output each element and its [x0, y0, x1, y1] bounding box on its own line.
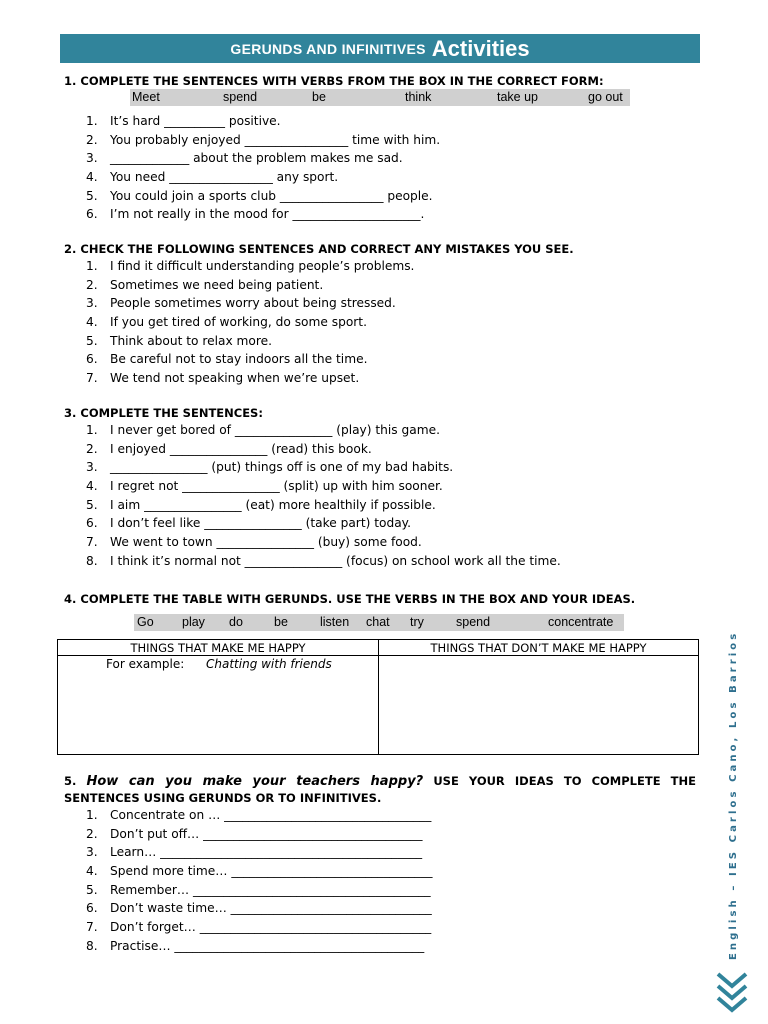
list-item: 3. _____________ about the problem makes me sad.	[86, 151, 403, 166]
word-box-item: take up	[497, 90, 539, 104]
list-item: 1. I never get bored of ________________ (play) this game.	[86, 423, 440, 437]
list-item: 5. I aim ________________ (eat) more healthily if possible.	[86, 497, 436, 512]
table-cell-happy[interactable]	[58, 656, 379, 755]
list-item: 3. ________________ (put) things off is one of my bad habits.	[86, 460, 454, 475]
list-item: 2. Don’t put off… ____________________________________	[86, 826, 423, 841]
section1-word-box	[130, 89, 630, 106]
word-box-item: do	[229, 615, 243, 629]
list-item: 4. If you get tired of working, do some sport.	[86, 315, 367, 330]
happy-things-table	[57, 639, 699, 755]
list-item: 7. We went to town ________________ (buy) some food.	[86, 535, 422, 550]
list-item: 4. You need _________________ any sport.	[86, 170, 339, 185]
chevron-down-icon	[714, 968, 750, 1018]
word-box-item: spend	[223, 90, 258, 104]
word-box-item: Meet	[132, 90, 160, 104]
example-value: Chatting with friends	[206, 657, 332, 671]
example-row	[58, 656, 378, 671]
list-item: 1. It’s hard __________ positive.	[86, 114, 281, 128]
list-item: 5. Remember… _______________________________________	[86, 882, 431, 897]
section5-heading	[64, 773, 696, 806]
list-item: 5. Think about to relax more.	[86, 333, 272, 348]
list-item: 6. Don’t waste time… _________________________________	[86, 901, 432, 916]
word-box-item: concentrate	[548, 615, 614, 629]
section1-list	[64, 112, 440, 224]
section5-number: 5.	[64, 774, 77, 788]
word-box-item: Go	[137, 615, 154, 629]
section4-word-box	[134, 614, 624, 631]
list-item: 7. We tend not speaking when we’re upset.	[86, 371, 360, 386]
list-item: 1. Concentrate on … __________________________________	[86, 808, 432, 822]
list-item: 5. You could join a sports club _________________ people.	[86, 188, 433, 203]
table-header-not-happy: THINGS THAT DON’T MAKE ME HAPPY	[379, 640, 699, 656]
list-item: 8. Practise… _________________________________________	[86, 938, 425, 953]
section3-heading: 3. COMPLETE THE SENTENCES:	[64, 406, 263, 420]
list-item: 2. I enjoyed ________________ (read) this book.	[86, 441, 372, 456]
word-box-item: listen	[320, 615, 350, 629]
table-header-happy: THINGS THAT MAKE ME HAPPY	[58, 640, 379, 656]
word-box-item: play	[182, 615, 205, 629]
section4-heading: 4. COMPLETE THE TABLE WITH GERUNDS. USE THE VERBS IN THE BOX AND YOUR IDEAS.	[64, 592, 636, 606]
list-item: 2. Sometimes we need being patient.	[86, 277, 324, 292]
list-item: 7. Don’t forget… ______________________________________	[86, 920, 432, 935]
section5-list	[64, 806, 432, 956]
list-item: 6. Be careful not to stay indoors all the time.	[86, 352, 368, 367]
title-small: GERUNDS AND INFINITIVES	[230, 40, 426, 57]
word-box-item: chat	[366, 615, 390, 629]
list-item: 2. You probably enjoyed _________________ time with him.	[86, 132, 441, 147]
word-box-item: be	[274, 615, 288, 629]
section5-question: How can you make your teachers happy?	[86, 774, 424, 789]
section2-heading: 2. CHECK THE FOLLOWING SENTENCES AND CORRECT ANY MISTAKES YOU SEE.	[64, 242, 574, 256]
list-item: 3. Learn… ___________________________________________	[86, 845, 423, 860]
word-box-item: go out	[588, 90, 623, 104]
list-item: 8. I think it’s normal not ________________ (focus) on school work all the time.	[86, 553, 561, 568]
section2-list	[64, 257, 414, 388]
word-box-item: think	[405, 90, 432, 104]
list-item: 6. I’m not really in the mood for _____________________.	[86, 207, 425, 222]
word-box-item: spend	[456, 615, 491, 629]
word-box-item: try	[410, 615, 424, 629]
list-item: 6. I don’t feel like ________________ (take part) today.	[86, 516, 412, 531]
section3-list	[64, 421, 561, 571]
example-label: For example:	[106, 657, 185, 671]
title-bar	[60, 34, 700, 63]
side-footer-text: English – IES Carlos Cano, Los Barrios	[728, 630, 739, 960]
section1-heading: 1. COMPLETE THE SENTENCES WITH VERBS FROM THE BOX IN THE CORRECT FORM:	[64, 74, 604, 88]
word-box-item: be	[312, 90, 326, 104]
list-item: 4. I regret not ________________ (split) up with him sooner.	[86, 479, 443, 494]
section5-instruction: USE YOUR IDEAS TO COMPLETE THE SENTENCES USING GERUNDS OR TO INFINITIVES.	[64, 774, 696, 805]
list-item: 3. People sometimes worry about being stressed.	[86, 296, 396, 311]
list-item: 1. I find it difficult understanding people’s problems.	[86, 259, 415, 273]
title-big: Activities	[431, 35, 530, 61]
table-cell-not-happy[interactable]	[379, 656, 699, 755]
list-item: 4. Spend more time… _________________________________	[86, 864, 433, 879]
